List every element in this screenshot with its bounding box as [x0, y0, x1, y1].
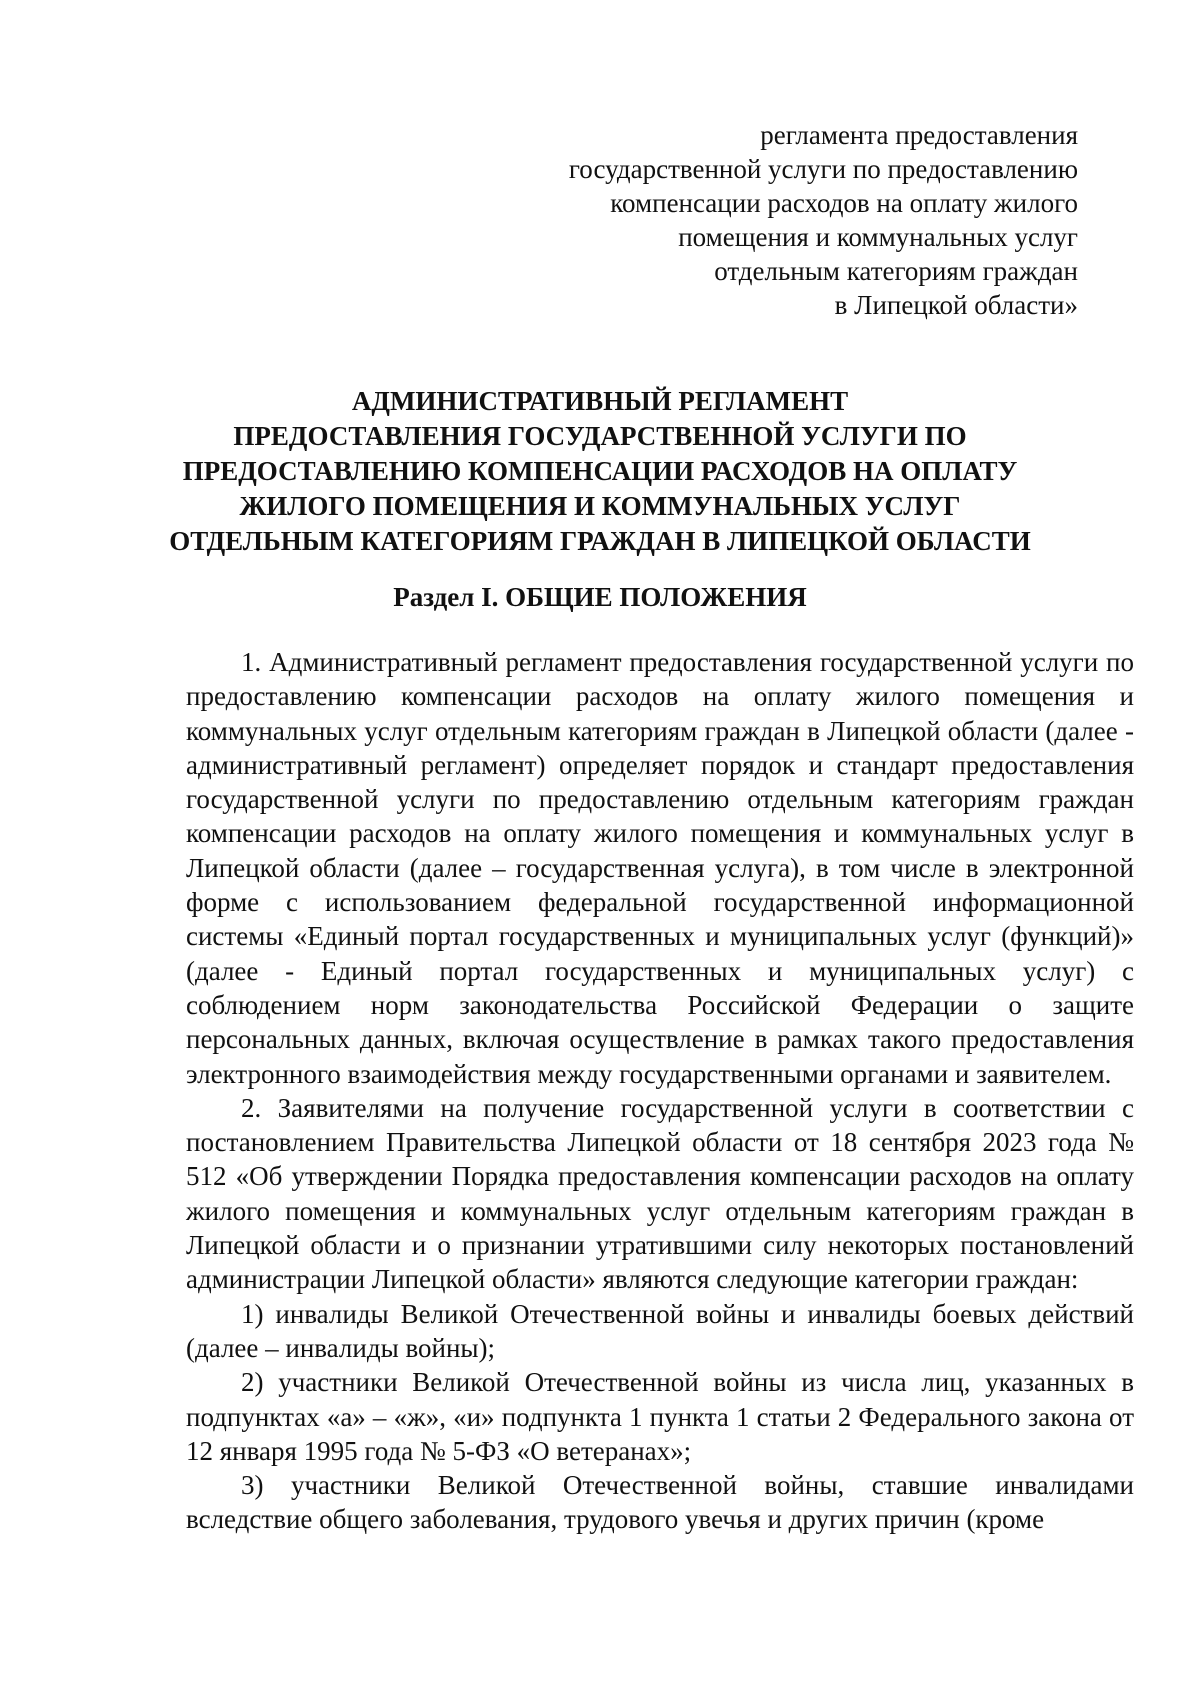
header-line: компенсации расходов на оплату жилого — [610, 188, 1078, 218]
document-title — [140, 384, 1060, 559]
header-line: в Липецкой области» — [834, 290, 1078, 320]
approval-header — [458, 118, 1078, 322]
paragraph: 1. Административный регламент предоставления государственной услуги по предоставлению компенсации расходов на оплату жилого помещения и коммунальных услуг отдельным категориям граждан в Липецкой области (далее - административный регламент) определяет порядок и стандарт предоставления государственной услуги по предоставлению отдельным категориям граждан компенсации расходов на оплату жилого помещения и коммунальных услуг в Липецкой области (далее – государственная услуга), в том числе в электронной форме с использованием федеральной государственной информационной системы «Единый портал государственных и муниципальных услуг (функций)» (далее - Единый портал государственных и муниципальных услуг) с соблюдением норм законодательства Российской Федерации о защите персональных данных, включая осуществление в рамках такого предоставления электронного взаимодействия между государственными органами и заявителем. — [186, 647, 1134, 1089]
title-line: ПРЕДОСТАВЛЕНИЮ КОМПЕНСАЦИИ РАСХОДОВ НА ОПЛАТУ — [182, 456, 1018, 486]
paragraph: 1) инвалиды Великой Отечественной войны и инвалиды боевых действий (далее – инвалиды войны); — [186, 1298, 1134, 1363]
document-body — [186, 645, 1134, 1537]
header-line: помещения и коммунальных услуг — [678, 222, 1078, 252]
header-line: регламента предоставления — [760, 120, 1078, 150]
header-line: государственной услуги по предоставлению — [568, 154, 1078, 184]
paragraph: 2) участники Великой Отечественной войны из числа лиц, указанных в подпунктах «а» – «ж», «и» подпункта 1 пункта 1 статьи 2 Федерального закона от 12 января 1995 года № 5-ФЗ «О ветеранах»; — [186, 1367, 1134, 1466]
title-line: ПРЕДОСТАВЛЕНИЯ ГОСУДАРСТВЕННОЙ УСЛУГИ ПО — [233, 421, 967, 451]
paragraph: 2. Заявителями на получение государственной услуги в соответствии с постановлением Правительства Липецкой области от 18 сентября 2023 года № 512 «Об утверждении Порядка предоставления компенсации расходов на оплату жилого помещения и коммунальных услуг отдельным категориям граждан в Липецкой области и о признании утратившими силу некоторых постановлений администрации Липецкой области» являются следующие категории граждан: — [186, 1092, 1134, 1295]
title-line: ЖИЛОГО ПОМЕЩЕНИЯ И КОММУНАЛЬНЫХ УСЛУГ — [239, 491, 961, 521]
section-heading: Раздел I. ОБЩИЕ ПОЛОЖЕНИЯ — [393, 582, 807, 612]
paragraph: 3) участники Великой Отечественной войны, ставшие инвалидами вследствие общего заболевания, трудового увечья и других причин (кроме — [186, 1470, 1134, 1535]
header-line: отдельным категориям граждан — [714, 256, 1078, 286]
title-line: АДМИНИСТРАТИВНЫЙ РЕГЛАМЕНТ — [351, 386, 849, 416]
title-line: ОТДЕЛЬНЫМ КАТЕГОРИЯМ ГРАЖДАН В ЛИПЕЦКОЙ ОБЛАСТИ — [169, 526, 1031, 556]
